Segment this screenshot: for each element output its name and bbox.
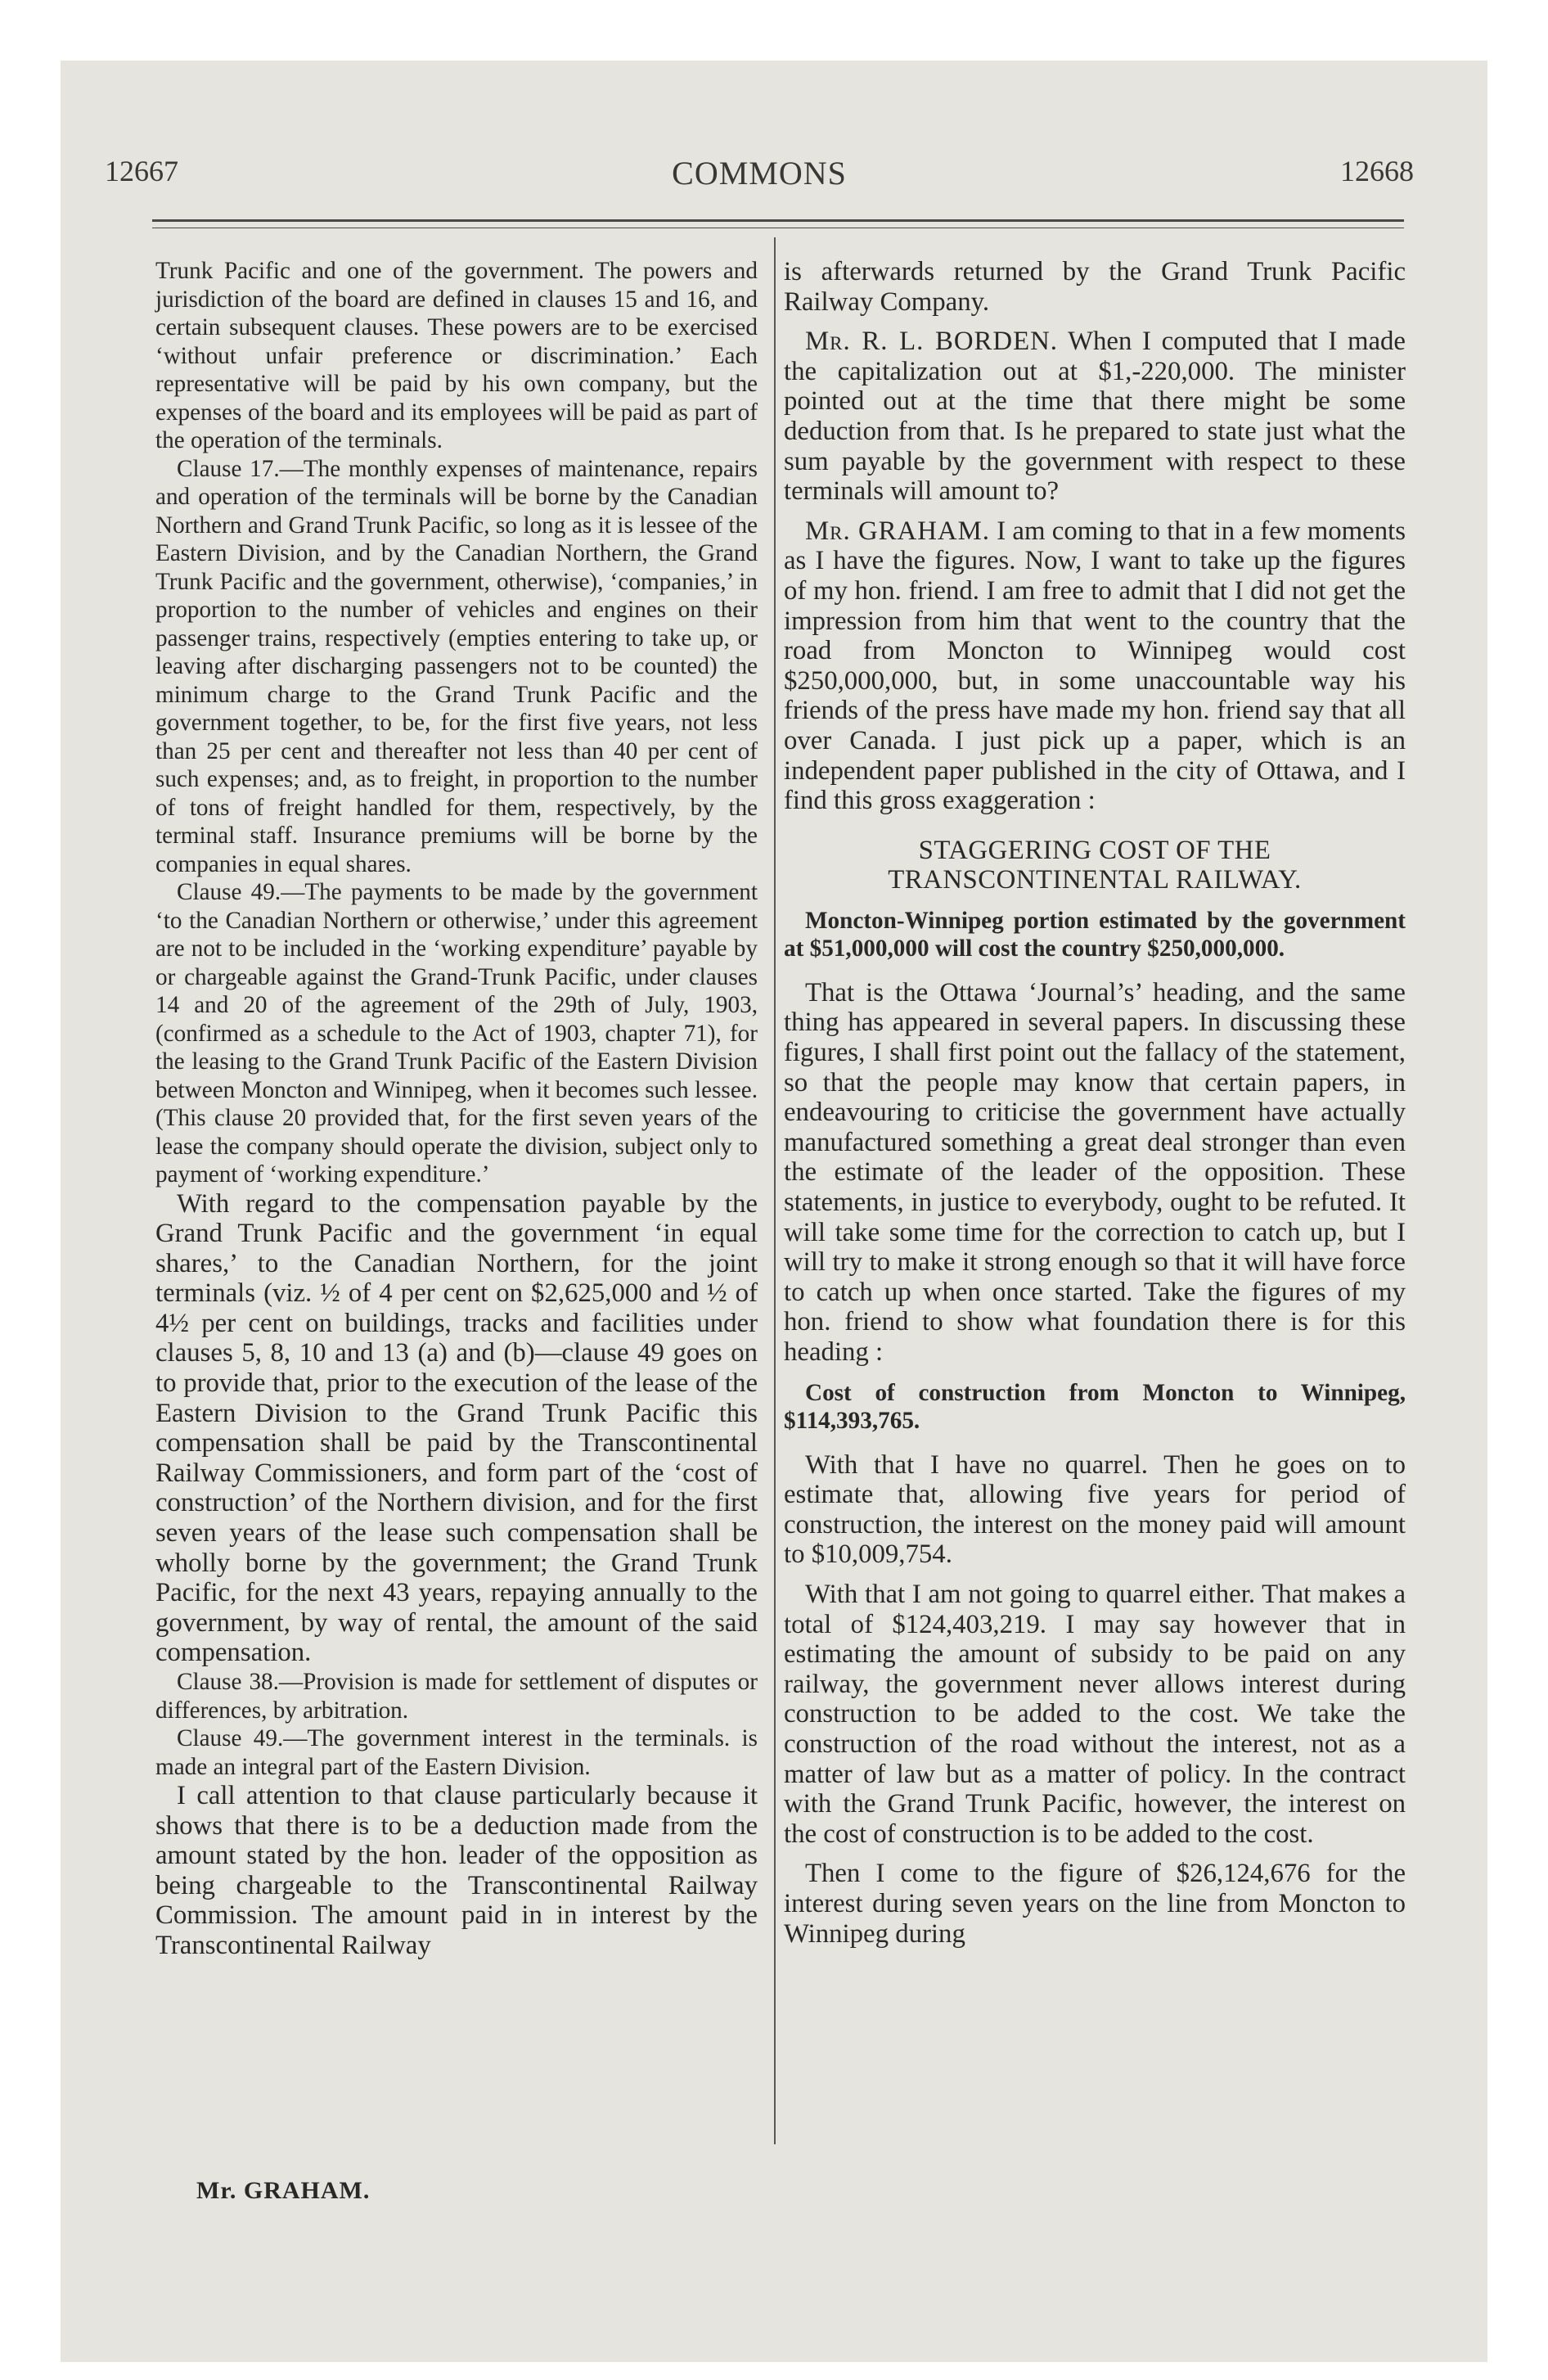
paragraph: With that I am not going to quarrel either. That makes a total of $124,403,219. I may say however that in estimating the amount of subsidy to be paid on any railway, the government never allows interest during construction to be added to the cost. We take the construction of the road without the interest, not as a matter of law but as a matter of policy. In the contract with the Grand Trunk Pacific, however, the interest on the cost of construction is to be added to the cost. [784, 1579, 1406, 1849]
paragraph: Then I come to the figure of $26,124,676 for the interest during seven years on the line from Moncton to Winnipeg during [784, 1859, 1406, 1949]
newspaper-heading: STAGGERING COST OF THE TRANSCONTINENTAL RAILWAY. [888, 835, 1302, 895]
footer-speaker: Mr. GRAHAM. [196, 2177, 371, 2204]
page-number-right: 12668 [1340, 155, 1414, 187]
paragraph: Clause 49.—The payments to be made by the government ‘to the Canadian Northern or otherwise,’ under this agreement are not to be included in the ‘working expenditure’ payable by or chargeable against the Grand-Trunk Pacific, under clauses 14 and 20 of the agreement of the 29th of July, 1903, (confirmed as a schedule to the Act of 1903, chapter 71), for the leasing to the Grand Trunk Pacific of the Eastern Division between Moncton and Winnipeg, when it becomes such lessee. (This clause 20 provided that, for the first seven years of the lease the company should operate the division, subject only to payment of ‘working expenditure.’ [155, 879, 758, 1188]
paragraph: Trunk Pacific and one of the government. The powers and jurisdiction of the board are defined in clauses 15 and 16, and certain subsequent clauses. These powers are to be exercised ‘without unfair preference or discrimination.’ Each representative will be paid by his own company, but the expenses of the board and its employees will be paid as part of the operation of the terminals. [155, 258, 758, 453]
speech-borden [784, 327, 1406, 507]
paragraph: is afterwards returned by the Grand Trunk Pacific Railway Company. [784, 257, 1406, 317]
paragraph: With regard to the compensation payable by the Grand Trunk Pacific and the government ‘in equal shares,’ to the Canadian Northern, for the joint terminals (viz. ½ of 4 per cent on $2,625,000 and ½ of 4½ per cent on buildings, tracks and facilities under clauses 5, 8, 10 and 13 (a) and (b)—clause 49 goes on to provide that, prior to the execution of the lease of the Eastern Division to the Grand Trunk Pacific this compensation shall be paid by the Transcontinental Railway Commissioners, and form part of the ‘cost of construction’ of the Northern division, and for the first seven years of the lease such compensation shall be wholly borne by the government; the Grand Trunk Pacific, for the next 43 years, repaying annually to the government, by way of rental, the amount of the said compensation. [155, 1188, 758, 1668]
page-title: COMMONS [672, 155, 847, 192]
newspaper-subheading: Moncton-Winnipeg portion estimated by the government at $51,000,000 will cost the country $250,000,000. [784, 907, 1406, 962]
speaker-name: Mr. GRAHAM. [805, 516, 990, 546]
speaker-name: Mr. R. L. BORDEN. [805, 327, 1058, 357]
quoted-cost: Cost of construction from Moncton to Winnipeg, $114,393,765. [784, 1379, 1406, 1435]
speech-graham [784, 516, 1406, 816]
speech-text: When I computed that I made the capitalization out at $1,-220,000. The minister pointed out at the time that there might be some deduction from that. Is he prepared to state just what the sum payable by the government with respect to these terminals will amount to? [784, 327, 1406, 507]
page-header [105, 154, 1414, 211]
right-column [784, 257, 1406, 1949]
paragraph: Clause 49.—The government interest in the terminals. is made an integral part of the Eastern Division. [155, 1725, 758, 1780]
paragraph: With that I have no quarrel. Then he goes on to estimate that, allowing five years for period of construction, the interest on the money paid will amount to $10,009,754. [784, 1449, 1406, 1570]
left-column [155, 257, 758, 1961]
header-rule [152, 219, 1404, 222]
speech-text: I am coming to that in a few moments as I have the figures. Now, I want to take up the figures of my hon. friend. I am free to admit that I did not get the impression from him that went to the country that the road from Moncton to Winnipeg would cost $250,000,000, but, in some unaccountable way his friends of the press have made my hon. friend say that all over Canada. I just pick up a paper, which is an independent paper published in the city of Ottawa, and I find this gross exaggeration : [784, 516, 1406, 816]
paragraph: Clause 38.—Provision is made for settlement of disputes or differences, by arbitration. [155, 1669, 758, 1724]
paragraph: I call attention to that clause particularly because it shows that there is to be a deduction made from the amount stated by the hon. leader of the opposition as being chargeable to the Transcontinental Railway Commission. The amount paid in in interest by the Transcontinental Railway [155, 1781, 758, 1960]
column-divider [774, 237, 776, 2144]
paragraph: That is the Ottawa ‘Journal’s’ heading, and the same thing has appeared in several papers. In discussing these figures, I shall first point out the fallacy of the statement, so that the people may know that certain papers, in endeavouring to criticise the government have actually manufactured something a great deal stronger than even the estimate of the leader of the opposition. These statements, in justice to everybody, ought to be refuted. It will take some time for the correction to catch up, but I will try to make it strong enough so that it will have force to catch up when once started. Take the figures of my hon. friend to show what foundation there is for this heading : [784, 977, 1406, 1367]
paragraph: Clause 17.—The monthly expenses of maintenance, repairs and operation of the terminals will be borne by the Canadian Northern and Grand Trunk Pacific, so long as it is lessee of the Eastern Division, and by the Canadian Northern, the Grand Trunk Pacific and the government, otherwise), ‘companies,’ in proportion to the number of vehicles and engines on their passenger trains, respectively (empties entering to take up, or leaving after discharging passengers not to be counted) the minimum charge to the Grand Trunk Pacific and the government together, to be, for the first five years, not less than 25 per cent and thereafter not less than 40 per cent of such expenses; and, as to freight, in proportion to the number of tons of freight handled for them, respectively, by the terminal staff. Insurance premiums will be borne by the companies in equal shares. [155, 455, 758, 877]
page-number-left: 12667 [105, 155, 178, 187]
